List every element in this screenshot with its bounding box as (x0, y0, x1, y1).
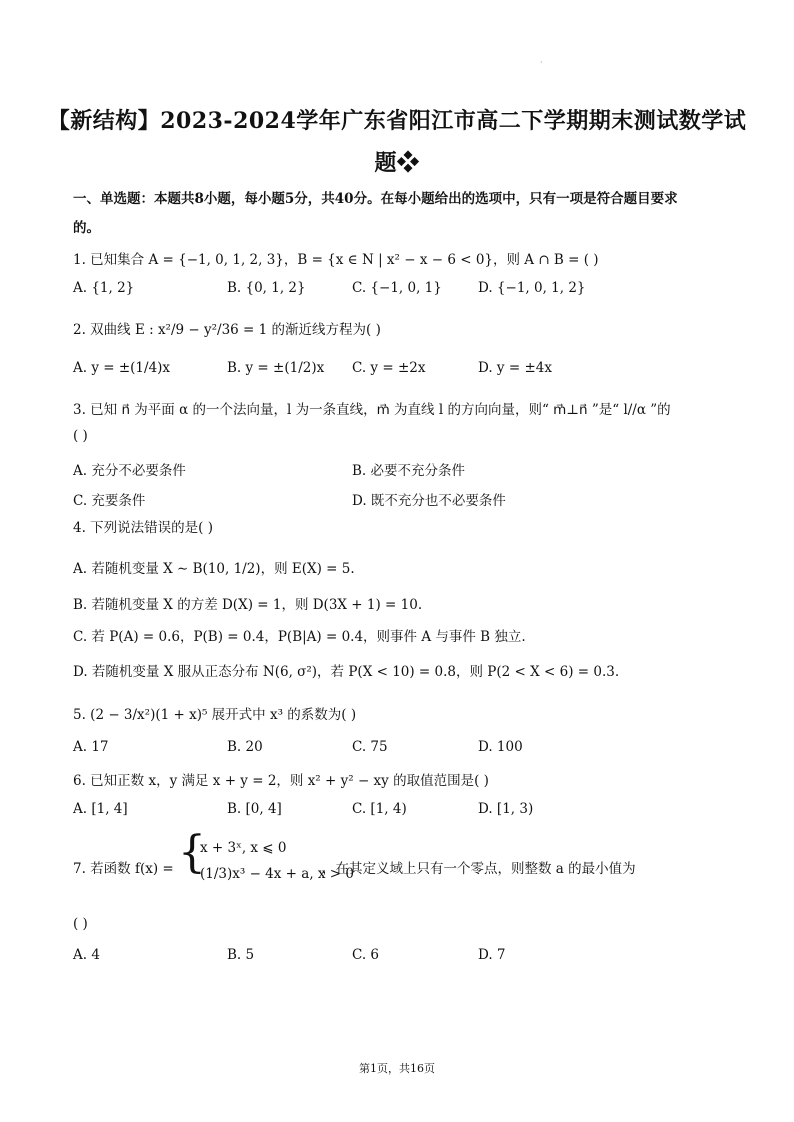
q7-case-2: (1/3)x³ − 4x + a, x > 0 (200, 866, 355, 882)
question-3-stem: 3. 已知 n⃗ 为平面 α 的一个法向量，l 为一条直线，m⃗ 为直线 l 的方向向量，则“ m⃗⊥n⃗ ”是“ l//α ”的 (73, 402, 671, 418)
q5-option-b: B. 20 (227, 739, 263, 755)
q1-option-b: B. {0, 1, 2} (227, 280, 306, 296)
question-1-stem: 1. 已知集合 A = {−1, 0, 1, 2, 3}，B = {x ∈ N | x² − x − 6 < 0}，则 A ∩ B = ( ) (73, 252, 599, 268)
section-heading-cont: 的。 (73, 220, 100, 236)
q3-option-c: C. 充要条件 (73, 493, 146, 509)
q4-option-c: C. 若 P(A) = 0.6，P(B) = 0.4，P(B|A) = 0.4，则事件 A 与事件 B 独立. (73, 629, 526, 645)
q7-option-c: C. 6 (352, 947, 380, 963)
q3-option-d: D. 既不充分也不必要条件 (352, 493, 506, 509)
page-title-line1: 【新结构】2023-2024学年广东省阳江市高二下学期期末测试数学试 (47, 108, 747, 134)
question-7-stem-prefix: 7. 若函数 f(x) = (73, 861, 174, 877)
q6-option-b: B. [0, 4] (227, 801, 282, 817)
q4-option-d: D. 若随机变量 X 服从正态分布 N(6, σ²)，若 P(X < 10) = 0.8，则 P(2 < X < 6) = 0.3. (73, 664, 620, 680)
q2-option-d: D. y = ±4x (478, 360, 552, 376)
q1-option-c: C. {−1, 0, 1} (352, 280, 442, 296)
question-7-stem-suffix: ，在其定义域上只有一个零点，则整数 a 的最小值为 (322, 861, 636, 877)
q7-option-a: A. 4 (73, 947, 100, 963)
scan-speck: · (540, 58, 543, 67)
q6-option-d: D. [1, 3) (478, 801, 534, 817)
question-4-stem: 4. 下列说法错误的是( ) (73, 520, 213, 536)
q4-option-b: B. 若随机变量 X 的方差 D(X) = 1，则 D(3X + 1) = 10. (73, 597, 423, 613)
q5-option-c: C. 75 (352, 739, 388, 755)
q5-option-a: A. 17 (73, 739, 109, 755)
q6-option-c: C. [1, 4) (352, 801, 407, 817)
section-heading: 一、单选题：本题共8小题，每小题5分，共40分。在每小题给出的选项中，只有一项是符合题目要求 (73, 191, 678, 207)
page-title-line2: 题❖ (374, 150, 420, 176)
q7-case-1: x + 3ˣ, x ⩽ 0 (200, 840, 287, 856)
question-5-stem: 5. (2 − 3/x²)(1 + x)⁵ 展开式中 x³ 的系数为( ) (73, 707, 357, 723)
question-7-stem-cont: ( ) (73, 916, 88, 932)
q4-option-a: A. 若随机变量 X ∼ B(10, 1/2)，则 E(X) = 5. (73, 561, 355, 577)
question-6-stem: 6. 已知正数 x，y 满足 x + y = 2，则 x² + y² − xy 的取值范围是( ) (73, 773, 489, 789)
page-footer: 第1页，共16页 (359, 1062, 435, 1075)
q2-option-c: C. y = ±2x (352, 360, 426, 376)
question-3-stem-cont: ( ) (73, 428, 88, 444)
q6-option-a: A. [1, 4] (73, 801, 128, 817)
q2-option-a: A. y = ±(1/4)x (73, 360, 171, 376)
q7-option-b: B. 5 (227, 947, 255, 963)
q1-option-d: D. {−1, 0, 1, 2} (478, 280, 586, 296)
piecewise-brace: { (178, 827, 206, 878)
question-2-stem: 2. 双曲线 E : x²/9 − y²/36 = 1 的渐近线方程为( ) (73, 322, 381, 338)
q3-option-b: B. 必要不充分条件 (352, 463, 466, 479)
q3-option-a: A. 充分不必要条件 (73, 463, 186, 479)
q1-option-a: A. {1, 2} (73, 280, 135, 296)
q5-option-d: D. 100 (478, 739, 523, 755)
q7-option-d: D. 7 (478, 947, 506, 963)
q2-option-b: B. y = ±(1/2)x (227, 360, 325, 376)
